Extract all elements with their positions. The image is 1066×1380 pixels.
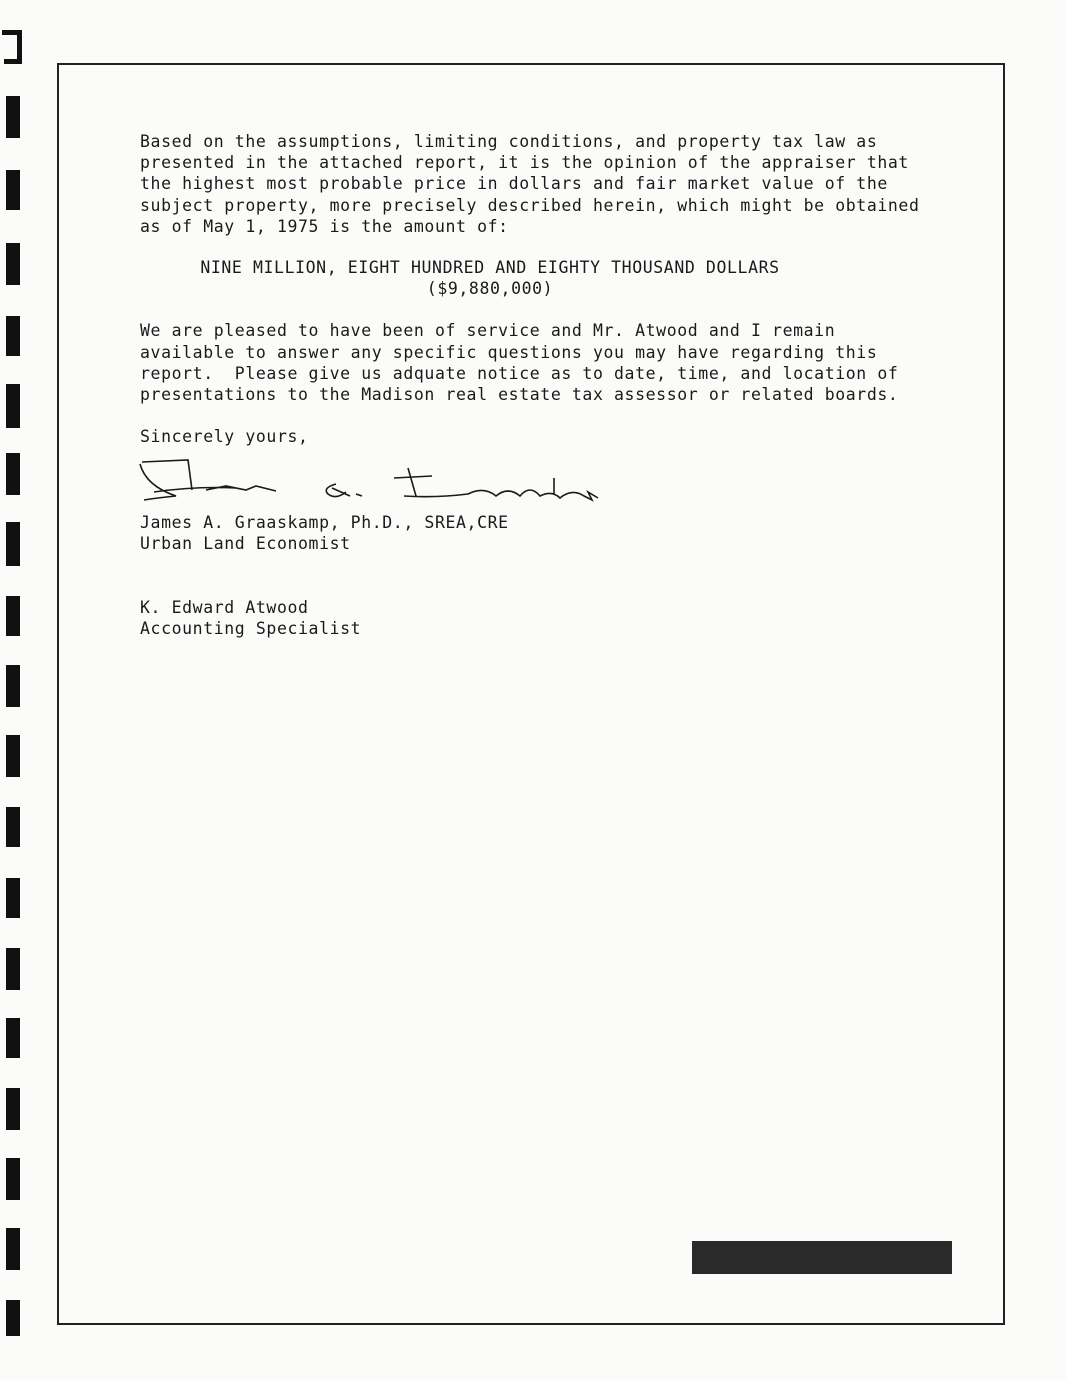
- binding-mark: [6, 384, 20, 428]
- amount-in-words: NINE MILLION, EIGHT HUNDRED AND EIGHTY THOUSAND DOLLARS: [200, 258, 780, 278]
- signer-one: [140, 512, 640, 554]
- signer-two-title: Accounting Specialist: [140, 619, 362, 639]
- binding-mark: [6, 1158, 20, 1200]
- redaction-stamp: [692, 1241, 952, 1274]
- valuation-amount: [140, 257, 840, 299]
- signer-two: [140, 597, 640, 639]
- binding-mark: [6, 596, 20, 636]
- binding-mark: [6, 1300, 20, 1336]
- binding-mark: [6, 316, 20, 356]
- text-line: presented in the attached report, it is the opinion of the appraiser that: [140, 153, 909, 173]
- binding-mark: [6, 665, 20, 707]
- binding-mark: [6, 878, 20, 918]
- text-line: presentations to the Madison real estate tax assessor or related boards.: [140, 385, 899, 405]
- signer-one-name: James A. Graaskamp, Ph.D., SREA,CRE: [140, 513, 509, 532]
- opinion-paragraph: [140, 131, 940, 237]
- text-line: We are pleased to have been of service and Mr. Atwood and I remain: [140, 321, 836, 341]
- binding-mark: [6, 948, 20, 990]
- closing-text: Sincerely yours,: [140, 427, 309, 447]
- binding-mark: [6, 170, 20, 210]
- text-line: available to answer any specific questions you may have regarding this: [140, 342, 878, 362]
- binding-mark: [6, 1018, 20, 1058]
- text-line: subject property, more precisely described herein, which might be obtained: [140, 195, 920, 215]
- binding-mark: [6, 735, 20, 777]
- signer-two-name: K. Edward Atwood: [140, 598, 309, 617]
- amount-in-figures: ($9,880,000): [426, 279, 554, 299]
- binding-mark: [6, 522, 20, 566]
- signer-one-title: Urban Land Economist: [140, 534, 351, 554]
- binding-mark: [6, 243, 20, 285]
- binding-mark: [6, 453, 20, 495]
- binding-mark: [6, 1088, 20, 1130]
- binding-mark: [6, 96, 20, 138]
- text-line: the highest most probable price in dollars and fair market value of the: [140, 174, 888, 194]
- letter-body: [140, 131, 940, 447]
- text-line: Based on the assumptions, limiting conditions, and property tax law as: [140, 132, 878, 151]
- binding-mark: [6, 807, 20, 847]
- closing-salutation: [140, 426, 940, 447]
- text-line: report. Please give us adquate notice as to date, time, and location of: [140, 363, 899, 383]
- text-line: as of May 1, 1975 is the amount of:: [140, 216, 509, 236]
- service-paragraph: [140, 320, 940, 405]
- binding-hook-mark: [0, 30, 22, 64]
- binding-mark: [6, 1228, 20, 1270]
